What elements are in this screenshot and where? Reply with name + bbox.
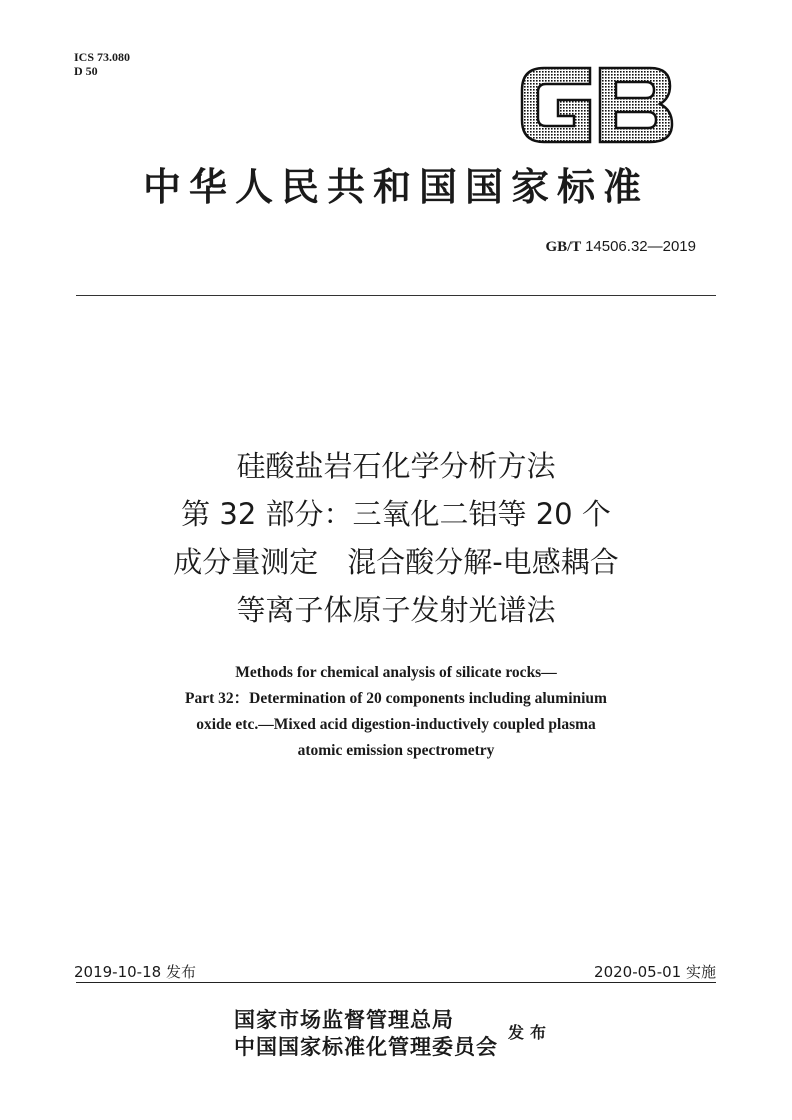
top-divider xyxy=(76,295,716,296)
issue-date: 2019-10-18 发布 xyxy=(74,963,196,981)
english-title-line: Methods for chemical analysis of silicate rocks— xyxy=(235,664,557,681)
standard-number xyxy=(545,238,696,256)
country-standard-heading: 中华人民共和国国家标准 xyxy=(142,164,649,209)
english-title-line: Part 32：Determination of 20 components including aluminium xyxy=(185,690,607,707)
implementation-date: 2020-05-01 实施 xyxy=(594,963,716,981)
bottom-divider xyxy=(76,982,716,983)
chinese-title-line: 第 32 部分：三氧化二铝等 20 个 xyxy=(181,497,611,531)
gb-logo-icon xyxy=(518,62,676,148)
issuer-line: 中国国家标准化管理委员会 xyxy=(234,1034,498,1059)
issuer-line: 国家市场监督管理总局 xyxy=(234,1007,454,1032)
english-title-line: oxide etc.—Mixed acid digestion-inductively coupled plasma xyxy=(196,716,596,733)
chinese-title-line: 硅酸盐岩石化学分析方法 xyxy=(236,449,556,483)
chinese-title xyxy=(0,442,792,634)
ics-code: ICS 73.080 xyxy=(74,50,131,64)
english-title xyxy=(0,660,792,764)
english-title-line: atomic emission spectrometry xyxy=(297,742,495,759)
publish-label: 发布 xyxy=(508,1023,553,1042)
standard-number-value: 14506.32—2019 xyxy=(585,238,696,255)
issuing-authorities xyxy=(234,1006,498,1060)
ccs-code: D 50 xyxy=(74,64,98,78)
chinese-title-line: 等离子体原子发射光谱法 xyxy=(236,593,556,627)
standard-prefix: GB/T xyxy=(545,239,582,255)
classification-codes xyxy=(74,50,130,78)
chinese-title-line: 成分量测定 混合酸分解-电感耦合 xyxy=(173,545,619,579)
